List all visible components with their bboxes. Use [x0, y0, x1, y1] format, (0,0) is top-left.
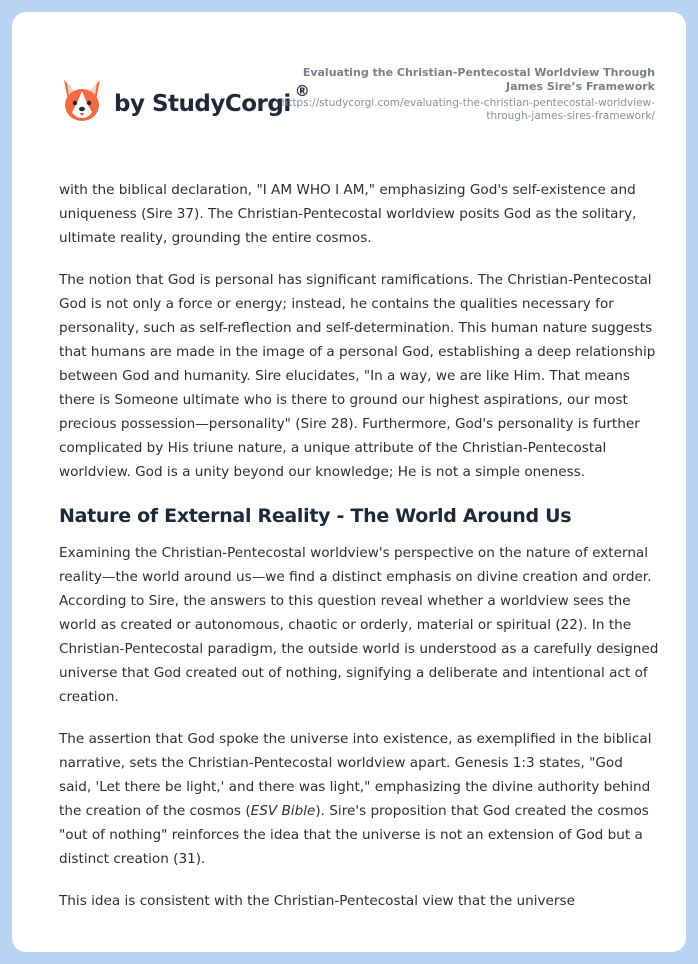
header	[12, 12, 686, 152]
paragraph: The notion that God is personal has significant ramifications. The Christian-Pentecostal God is not only a force or energy; instead, he contains the qualities necessary for personality, such as self-reflection and self-determination. This human nature suggests that humans are made in the image of a personal God, establishing a deep relationship between God and humanity. Sire elucidates, "In a way, we are like Him. That means there is Someone ultimate who is there to ground our highest aspirations, our most precious possession—personality" (Sire 28). Furthermore, God's personality is further complicated by His triune nature, a unique attribute of the Christian-Pentecostal worldview. God is a unity beyond our knowledge; He is not a simple oneness.	[59, 272, 656, 480]
document-url[interactable]: https://studycorgi.com/evaluating-the-christian-pentecostal-worldview-through-james-sires-framework/	[281, 97, 655, 122]
studycorgi-logo[interactable]	[60, 76, 310, 126]
paragraph-text: The assertion that God spoke the universe into existence, as exemplified in the biblical narrative, sets the Christian-Pentecostal worldview apart. Genesis 1:3 states, "God said, 'Let there be light,' and there was light," emphasizing the divine authority behind the creation of the cosmos (	[59, 731, 652, 819]
document-meta	[275, 66, 655, 123]
citation-source: ESV Bible	[250, 803, 316, 819]
paragraph: This idea is consistent with the Christian-Pentecostal view that the universe	[59, 893, 575, 909]
registered-mark: ®	[294, 82, 310, 100]
article-body	[59, 178, 659, 931]
paragraph	[59, 727, 659, 871]
corgi-logo-icon	[60, 78, 104, 124]
document-title: Evaluating the Christian-Pentecostal Worldview Through James Sire’s Framework	[302, 66, 655, 93]
paragraph: with the biblical declaration, "I AM WHO I AM," emphasizing God's self-existence and uniqueness (Sire 37). The Christian-Pentecostal worldview posits God as the solitary, ultimate reality, grounding the entire cosmos.	[59, 182, 637, 246]
paragraph: Examining the Christian-Pentecostal worldview's perspective on the nature of external reality—the world around us—we find a distinct emphasis on divine creation and order. According to Sire, the answers to this question reveal whether a worldview sees the world as created or autonomous, chaotic or orderly, material or spiritual (22). In the Christian-Pentecostal paradigm, the outside world is understood as a carefully designed universe that God created out of nothing, signifying a deliberate and intentional act of creation.	[59, 545, 659, 705]
page	[12, 12, 686, 952]
section-heading: Nature of External Reality - The World Around Us	[59, 505, 572, 527]
brand-name: by StudyCorgi	[114, 91, 291, 117]
paragraph-text: ). Sire's proposition that God created the cosmos "out of nothing" reinforces the idea that the universe is not an extension of God but a distinct creation (31).	[59, 803, 649, 867]
